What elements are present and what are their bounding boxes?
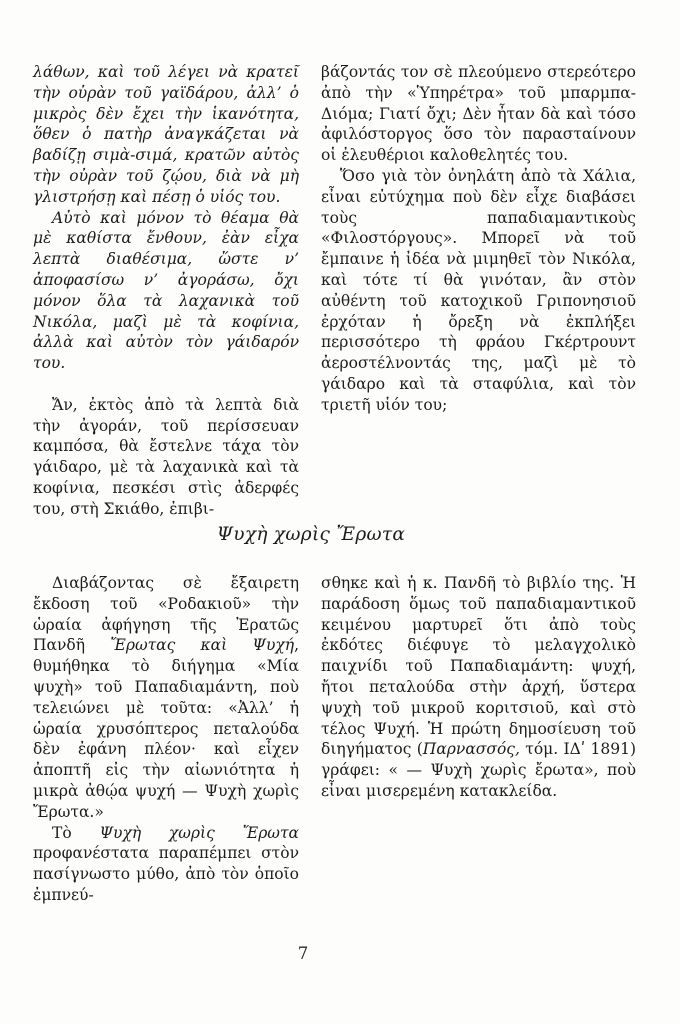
- paragraph: [321, 62, 636, 166]
- text-run: προφανέστατα παραπέμπει στὸν πασίγνωστο μύθο, ἀπὸ τὸν ὁποῖο ἐμπνεύ-: [33, 844, 299, 904]
- paragraph: [321, 166, 636, 416]
- top-left-column: [33, 62, 299, 520]
- bottom-left-column: [33, 573, 299, 906]
- paragraph: [33, 208, 299, 374]
- text-run: τόμ. ΙΔʹ 1891) γράφει: « — Ψυχὴ χωρὶς ἔρωτα», ποὺ εἶναι μισερεμένη κατακλείδα.: [321, 740, 637, 800]
- text-run: Τὸ: [52, 823, 100, 842]
- italic-text-run: Αὐτὸ καὶ μόνον τὸ θέαμα θὰ μὲ καθίστα ἔνθουν, ἐὰν εἶχα λεπτὰ διαθέσιμα, ὥστε ν’ ἀποφασίσω ν’ ἀγοράσω, ὄχι μόνον ὅλα τὰ λαχανικὰ τοῦ Νικόλα, μαζὶ μὲ τὰ κοφίνια, ἀλλὰ καὶ αὐτὸν τὸν γάιδαρόν του.: [33, 208, 299, 373]
- text-run: Ὅσο γιὰ τὸν ὀνηλάτη ἀπὸ τὰ Χάλια, εἶναι εὐτύχημα ποὺ δὲν εἶχε διαβάσει τοὺς παπαδιαμαντικοὺς «Φιλοστόργους». Μπορεῖ νὰ τοῦ ἔμπαινε ἡ ἰδέα νὰ μιμηθεῖ τὸν Νικόλα, καὶ τότε τί θὰ γινόταν, ἂν στὸν αὐθέντη τοῦ κατοχικοῦ Γριπονησιοῦ ἐρχόταν ἡ ὄρεξη νὰ ἐκπλήξει περισσότερο τὴ φράου Γκέρτρουντ ἀεροστέλνοντάς της, μαζὶ μὲ τὸ γάιδαρο καὶ τὰ σταφύλια, καὶ τὸν τριετῆ υἱόν του;: [321, 166, 636, 414]
- text-run: βάζοντάς τον σὲ πλεούμενο στερεότερο ἀπὸ τὴν «Ὑπηρέτρα» τοῦ μπαρμπα-Διόμα; Γιατί ὄχι; Δὲν ἦταν δὰ καὶ τόσο ἀφιλόστοργος ὅσο τὸν παρασταίνουν οἱ ἐλευθέριοι καλοθελητές του.: [321, 63, 636, 165]
- paragraph: [321, 573, 636, 802]
- paragraph: [33, 823, 299, 906]
- page-number: 7: [297, 944, 309, 963]
- italic-text-run: λάθων, καὶ τοῦ λέγει νὰ κρατεῖ τὴν οὐρὰν τοῦ γαϊδάρου, ἀλλ’ ὁ μικρὸς δὲν ἔχει τὴν ἱκανότητα, ὅθεν ὁ πατὴρ ἀναγκάζεται νὰ βαδίζῃ σιμὰ-σιμά, κρατῶν αὐτὸς τὴν οὐρὰν τοῦ ζῴου, διὰ νὰ μὴ γλιστρήσῃ καὶ πέσῃ ὁ υἱός του.: [33, 63, 299, 206]
- top-right-column: [321, 62, 636, 416]
- paragraph: [33, 62, 299, 208]
- text-run: , θυμήθηκα τὸ διήγημα «Μία ψυχὴ» τοῦ Παπαδιαμάντη, ποὺ τελειώνει μὲ τοῦτα: «Ἀλλ’ ἡ ὡραία χρυσόπτερος πεταλούδα δὲν ἐφάνη πλέον· καὶ εἶχεν ἀποπτῆ εἰς τὴν αἰωνιότητα ἡ μικρὰ ἀθῴα ψυχή — Ψυχὴ χωρὶς Ἔρωτα.»: [33, 636, 299, 821]
- paragraph: [33, 395, 299, 520]
- italic-text-run: Παρνασσός,: [422, 740, 520, 759]
- italic-text-run: Ψυχὴ χωρὶς Ἔρωτα: [99, 823, 299, 842]
- text-run: Διαβάζοντας σὲ ἔξαιρετη ἔκδοση τοῦ «Ροδακιοῦ» τὴν ὡραία ἀφήγηση τῆς Ἐρατῶς Πανδῆ: [33, 574, 299, 655]
- bottom-right-column: [321, 573, 636, 802]
- paragraph: [33, 573, 299, 823]
- text-run: Ἄν, ἐκτὸς ἀπὸ τὰ λεπτὰ διὰ τὴν ἀγοράν, τοῦ περίσσευαν καμπόσα, θὰ ἔστελνε τάχα τὸν γάιδαρο, μὲ τὰ λαχανικὰ καὶ τὰ κοφίνια, πεσκέσι στὶς ἀδερφές του, στὴ Σκιάθο, ἐπιβι-: [33, 395, 299, 518]
- text-run: σθηκε καὶ ἡ κ. Πανδῆ τὸ βιβλίο της. Ἡ παράδοση ὅμως τοῦ παπαδιαμαντικοῦ κειμένου μαρτυρεῖ ὅτι ἀπὸ τοὺς ἐκδότες διέφυγε τὸ μελαγχολικὸ παιχνίδι τοῦ Παπαδιαμάντη: ψυχή, ἤτοι πεταλούδα στὴν ἀρχή, ὕστερα ψυχὴ τοῦ μικροῦ κοριτσιοῦ, καὶ στὸ τέλος Ψυχή. Ἡ πρώτη δημοσίευση τοῦ διηγήματος (: [321, 574, 636, 759]
- section-heading: Ψυχὴ χωρὶς Ἔρωτα: [216, 524, 406, 545]
- italic-text-run: Ἔρωτας καὶ Ψυχή: [110, 636, 295, 655]
